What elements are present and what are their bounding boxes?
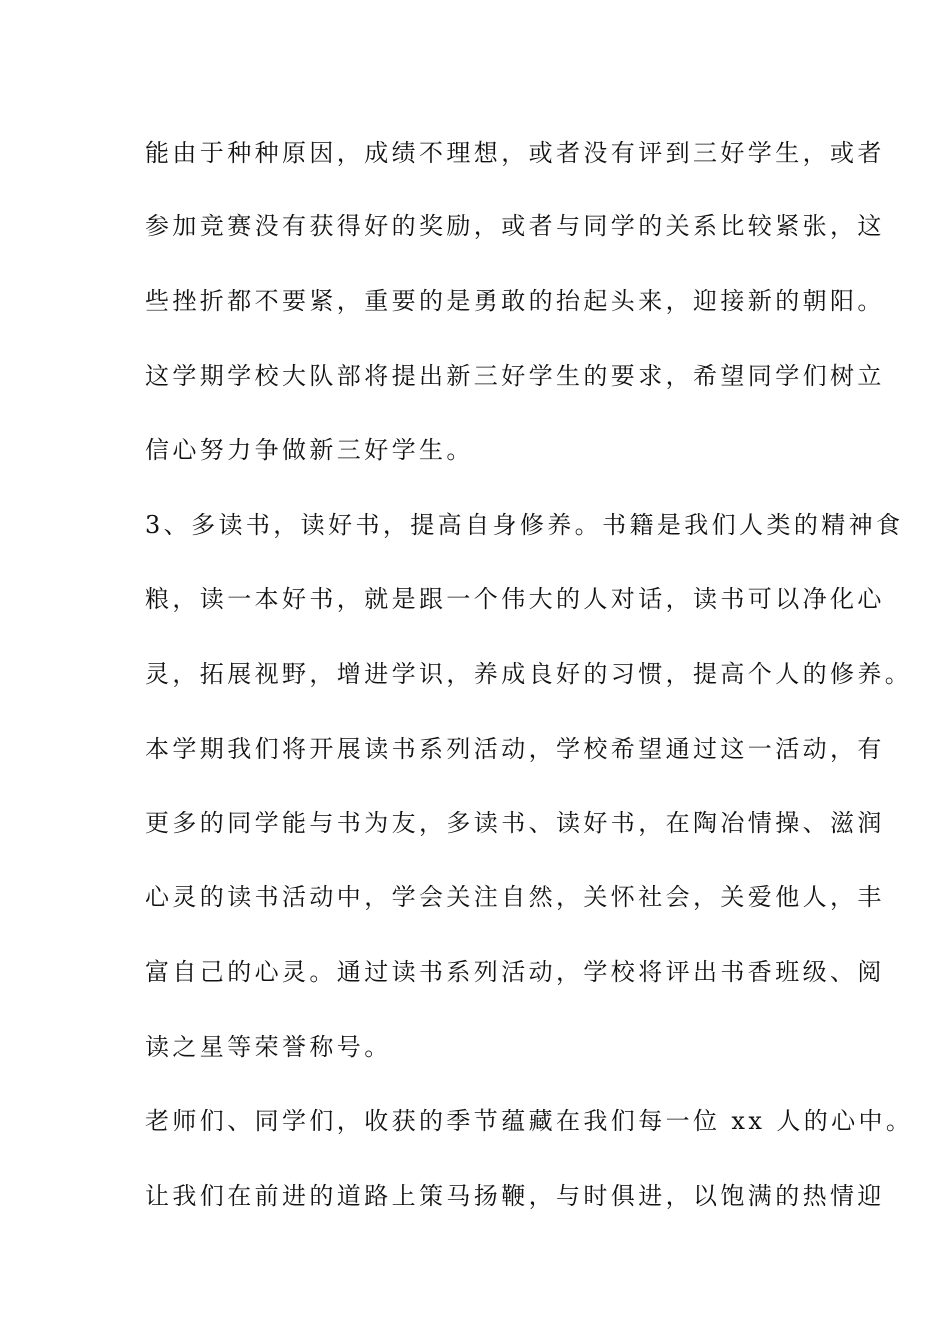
text-line: 心灵的读书活动中，学会关注自然，关怀社会，关爱他人，丰: [145, 883, 885, 911]
text-line: 信心努力争做新三好学生。: [145, 436, 474, 464]
text-line: 富自己的心灵。通过读书系列活动，学校将评出书香班级、阅: [145, 958, 885, 986]
text-line: 参加竞赛没有获得好的奖励，或者与同学的关系比较紧张，这: [145, 212, 885, 240]
text-line: 老师们、同学们，收获的季节蕴藏在我们每一位 xx 人的心中。: [145, 1107, 914, 1135]
text-line: 这学期学校大队部将提出新三好学生的要求，希望同学们树立: [145, 362, 885, 390]
text-line: 能由于种种原因，成绩不理想，或者没有评到三好学生，或者: [145, 139, 885, 167]
text-line: 些挫折都不要紧，重要的是勇敢的抬起头来，迎接新的朝阳。: [145, 287, 885, 315]
text-line: 让我们在前进的道路上策马扬鞭，与时俱进，以饱满的热情迎: [145, 1182, 885, 1210]
text-line: 3、多读书，读好书，提高自身修养。书籍是我们人类的精神食: [145, 511, 904, 539]
text-line: 灵，拓展视野，增进学识，养成良好的习惯，提高个人的修养。: [145, 660, 913, 688]
text-line: 粮，读一本好书，就是跟一个伟大的人对话，读书可以净化心: [145, 585, 885, 613]
text-line: 读之星等荣誉称号。: [145, 1033, 392, 1061]
text-line: 本学期我们将开展读书系列活动，学校希望通过这一活动，有: [145, 735, 885, 763]
text-line: 更多的同学能与书为友，多读书、读好书，在陶冶情操、滋润: [145, 809, 885, 837]
